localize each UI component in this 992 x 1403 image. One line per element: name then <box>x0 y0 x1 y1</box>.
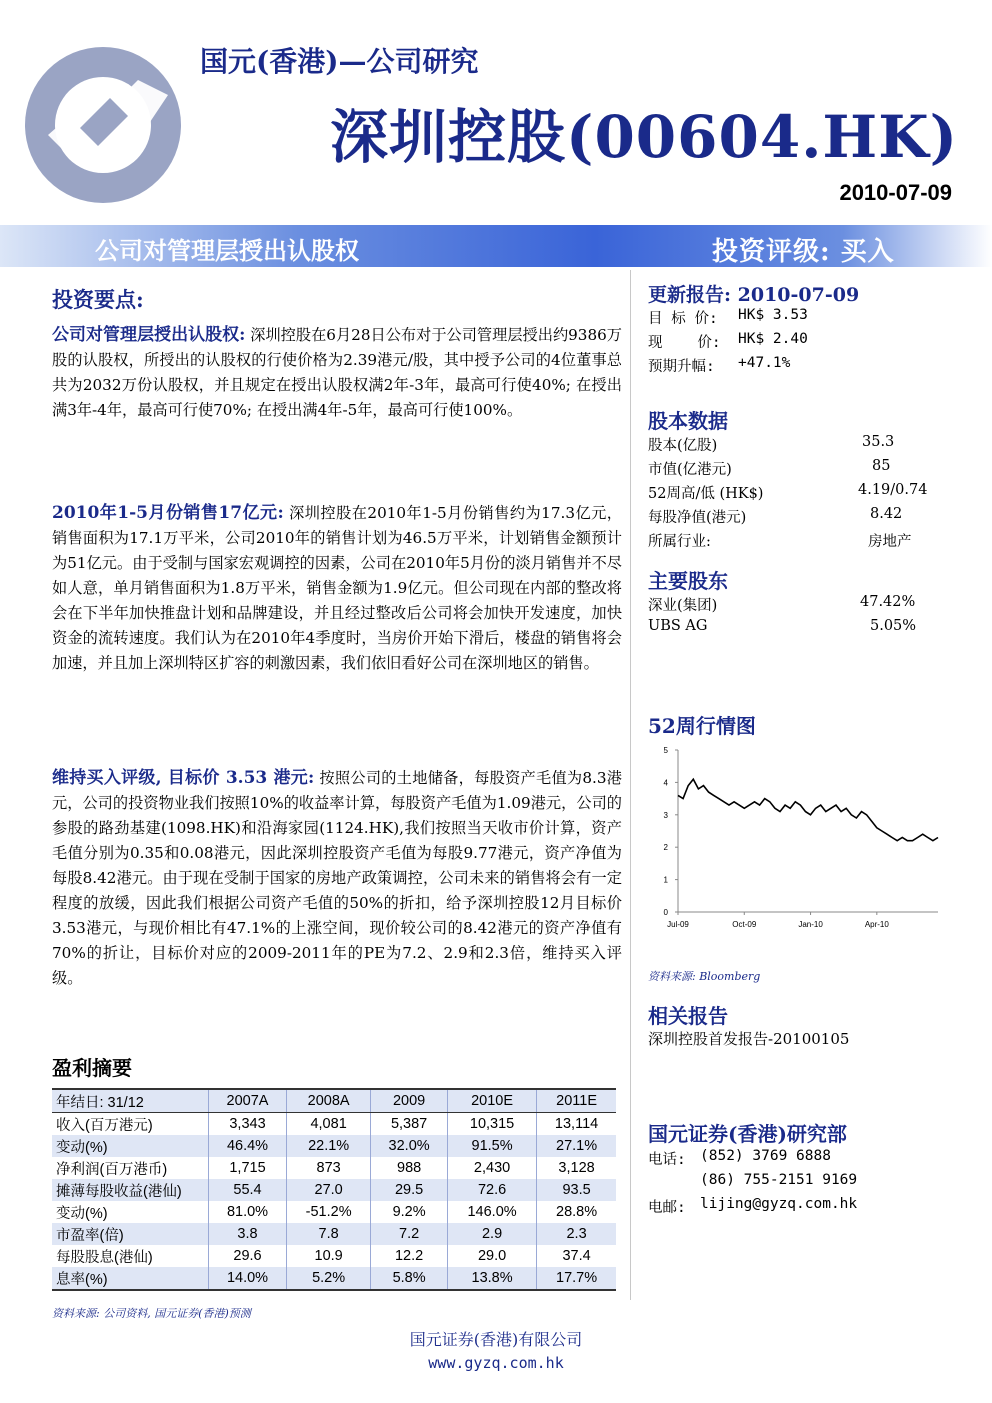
upside-value: +47.1% <box>738 355 791 371</box>
value-cell: 146.0% <box>448 1201 537 1223</box>
upside-label: 预期升幅: <box>648 359 715 375</box>
column-divider <box>630 270 631 1300</box>
value-cell: 2,430 <box>448 1157 537 1179</box>
value-cell: 17.7% <box>537 1267 616 1289</box>
x-tick-label: Oct-09 <box>732 920 757 929</box>
row-label-cell: 息率(%) <box>52 1267 209 1289</box>
row-label-cell: 净利润(百万港币) <box>52 1157 209 1179</box>
value-cell: 7.2 <box>371 1223 448 1245</box>
value-cell: 7.8 <box>287 1223 371 1245</box>
table-row <box>52 1267 616 1289</box>
table-header-cell: 2009 <box>371 1090 448 1113</box>
shareholder-name: UBS AG <box>648 618 708 634</box>
table-row <box>52 1179 616 1201</box>
related-report-item: 深圳控股首发报告-20100105 <box>648 1030 850 1048</box>
table-row <box>52 1135 616 1157</box>
share-data-title: 股本数据 <box>648 409 728 433</box>
paragraph-options-heading: 公司对管理层授出认股权: <box>52 325 246 345</box>
value-cell: 10,315 <box>448 1113 537 1136</box>
shareholder-name: 深业(集团) <box>648 598 718 614</box>
share-data-value: 4.19/0.74 <box>858 482 928 498</box>
x-tick-label: Jan-10 <box>798 920 823 929</box>
row-label-cell: 摊薄每股收益(港仙) <box>52 1179 209 1201</box>
investment-rating: 投资评级: 买入 <box>712 237 895 267</box>
related-reports-title: 相关报告 <box>648 1004 728 1028</box>
y-tick-label: 0 <box>663 908 668 917</box>
table-header-cell: 2011E <box>537 1090 616 1113</box>
paragraph-rating-heading: 维持买入评级, 目标价 3.53 港元: <box>52 768 315 788</box>
value-cell: 2.3 <box>537 1223 616 1245</box>
value-cell: 2.9 <box>448 1223 537 1245</box>
value-cell: 3,343 <box>209 1113 287 1136</box>
value-cell: 14.0% <box>209 1267 287 1289</box>
share-data-key: 市值(亿港元) <box>648 462 732 478</box>
target-price-label: 目 标 价: <box>648 311 718 327</box>
share-data-value: 房地产 <box>868 534 912 550</box>
value-cell: 5,387 <box>371 1113 448 1136</box>
table-header-cell: 2007A <box>209 1090 287 1113</box>
value-cell: 91.5% <box>448 1135 537 1157</box>
value-cell: -51.2% <box>287 1201 371 1223</box>
chart-title: 52周行情图 <box>648 714 756 738</box>
paragraph-options-body: 深圳控股在6月28日公布对于公司管理层授出约9386万股的认股权，所授出的认股权的行使价格为2.39港元/股，其中授予公司的4位董事总共为2032万份认股权，并且规定在授出认股权满2年-3年，最高可行使40%; 在授出满3年-4年，最高可行使70%; 在授出满4年-5年，最高可行使100%。 <box>52 326 622 419</box>
value-cell: 12.2 <box>371 1245 448 1267</box>
value-cell: 29.6 <box>209 1245 287 1267</box>
x-tick-label: Jul-09 <box>667 920 689 929</box>
value-cell: 4,081 <box>287 1113 371 1136</box>
target-price-value: HK$ 3.53 <box>738 307 808 323</box>
row-label-cell: 每股股息(港仙) <box>52 1245 209 1267</box>
current-price-value: HK$ 2.40 <box>738 331 808 347</box>
email-address: lijing@gyzq.com.hk <box>700 1196 858 1212</box>
value-cell: 81.0% <box>209 1201 287 1223</box>
value-cell: 27.1% <box>537 1135 616 1157</box>
x-tick-label: Apr-10 <box>864 920 889 929</box>
update-report-title: 更新报告: 2010-07-09 <box>648 284 860 306</box>
value-cell: 1,715 <box>209 1157 287 1179</box>
footer-company: 国元证券(香港)有限公司 <box>409 1330 583 1349</box>
profit-summary-title: 盈利摘要 <box>52 1056 132 1080</box>
share-data-value: 8.42 <box>870 506 903 522</box>
paragraph-sales <box>52 501 622 676</box>
phone-label: 电话: <box>648 1152 686 1168</box>
paragraph-sales-heading: 2010年1-5月份销售17亿元: <box>52 503 284 523</box>
email-label: 电邮: <box>648 1200 686 1216</box>
value-cell: 55.4 <box>209 1179 287 1201</box>
share-data-value: 35.3 <box>862 434 895 450</box>
table-header-cell: 2008A <box>287 1090 371 1113</box>
row-label-cell: 变动(%) <box>52 1135 209 1157</box>
report-title: 深圳控股(00604.HK) <box>330 103 959 171</box>
profit-table-wrap <box>52 1088 616 1291</box>
report-date: 2010-07-09 <box>839 180 952 205</box>
paragraph-rating-body: 按照公司的土地储备，每股资产毛值为8.3港元，公司的投资物业我们按照10%的收益率计算，每股资产毛值为1.09港元，公司的参股的路劲基建(1098.HK)和沿海家园(1124.HK),我们按照当天收市价计算，资产毛值分别为0.35和0.08港元，因此深圳控股资产毛值为每股9.77港元，资产净值为每股8.42港元。由于现在受制于国家的房地产政策调控，公司未来的销售将会有一定程度的放缓，因此我们根据公司资产毛值的50%的折扣，给予深圳控股12月目标价3.53港元，与现价相比有47.1%的上涨空间，现价较公司的8.42港元的资产净值有70%的折让，目标价对应的2009-2011年的PE为7.2、2.9和2.3倍，维持买入评级。 <box>52 769 622 987</box>
share-data-key: 52周高/低 (HK$) <box>648 486 764 502</box>
company-logo <box>18 40 188 210</box>
row-label-cell: 市盈率(倍) <box>52 1223 209 1245</box>
value-cell: 29.5 <box>371 1179 448 1201</box>
current-price-label: 现 价: <box>648 335 721 351</box>
shareholder-stake: 47.42% <box>860 594 916 610</box>
y-tick-label: 5 <box>663 746 668 755</box>
paragraph-options <box>52 323 622 423</box>
value-cell: 32.0% <box>371 1135 448 1157</box>
value-cell: 5.2% <box>287 1267 371 1289</box>
table-row <box>52 1201 616 1223</box>
table-header-cell: 2010E <box>448 1090 537 1113</box>
value-cell: 3.8 <box>209 1223 287 1245</box>
value-cell: 9.2% <box>371 1201 448 1223</box>
paragraph-sales-body: 深圳控股在2010年1-5月份销售约为17.3亿元，销售面积为17.1万平米，公司2010年的销售计划为46.5万平米，计划销售金额预计为51亿元。由于受制与国家宏观调控的因素，公司在2010年5月份的淡月销售并不尽如人意，单月销售面积为1.8万平米，销售金额为1.9亿元。但公司现在内部的整改将会在下半年加快推盘计划和品牌建设，并且经过整改后公司将会加快开发速度，加快资金的流转速度。我们认为在2010年4季度时，当房价开始下滑后，楼盘的销售将会加速，并且加上深圳特区扩容的刺激因素，我们依旧看好公司在深圳地区的销售。 <box>52 504 622 672</box>
value-cell: 13,114 <box>554 1116 599 1132</box>
phone-number-hk: (852) 3769 6888 <box>700 1148 831 1164</box>
value-cell: 3,128 <box>558 1160 595 1176</box>
value-cell: 27.0 <box>287 1179 371 1201</box>
table-row <box>52 1113 616 1136</box>
value-cell: 13.8% <box>448 1267 537 1289</box>
table-source-note: 资料来源: 公司资料, 国元证券(香港)预测 <box>52 1307 251 1320</box>
share-data-key: 每股净值(港元) <box>648 510 747 526</box>
share-data-key: 所属行业: <box>648 534 711 550</box>
shareholder-stake: 5.05% <box>870 618 917 634</box>
footer-url[interactable]: www.gyzq.com.hk <box>428 1354 564 1372</box>
share-data-value: 85 <box>872 458 891 474</box>
paragraph-rating <box>52 766 622 991</box>
key-points-title: 投资要点: <box>52 287 144 312</box>
value-cell: 22.1% <box>287 1135 371 1157</box>
table-row <box>52 1157 616 1179</box>
chart-source-note: 资料来源: Bloomberg <box>648 970 761 983</box>
value-cell: 873 <box>287 1157 371 1179</box>
phone-number-cn: (86) 755-2151 9169 <box>700 1172 858 1188</box>
profit-table <box>52 1090 616 1289</box>
value-cell: 72.6 <box>448 1179 537 1201</box>
value-cell: 29.0 <box>448 1245 537 1267</box>
banner-topic: 公司对管理层授出认股权 <box>95 236 359 265</box>
y-tick-label: 2 <box>663 843 668 853</box>
value-cell: 37.4 <box>562 1248 591 1264</box>
table-header-cell: 年结日: 31/12 <box>52 1090 209 1113</box>
y-tick-label: 4 <box>663 778 668 788</box>
value-cell: 93.5 <box>537 1179 616 1201</box>
row-label-cell: 收入(百万港元) <box>52 1113 209 1136</box>
value-cell: 988 <box>371 1157 448 1179</box>
table-header-row <box>52 1090 616 1113</box>
y-tick-label: 1 <box>663 875 668 885</box>
header-subtitle: 国元(香港)—公司研究 <box>200 45 479 78</box>
value-cell: 46.4% <box>209 1135 287 1157</box>
row-label-cell: 变动(%) <box>52 1201 209 1223</box>
y-tick-label: 3 <box>663 810 668 820</box>
share-data-key: 股本(亿股) <box>648 438 718 454</box>
table-row <box>52 1245 616 1267</box>
major-shareholders-title: 主要股东 <box>648 569 728 593</box>
value-cell: 28.8% <box>556 1204 598 1220</box>
price-chart <box>648 740 948 940</box>
value-cell: 10.9 <box>287 1245 371 1267</box>
price-series-line <box>678 779 938 841</box>
research-dept-title: 国元证券(香港)研究部 <box>648 1122 847 1146</box>
table-row <box>52 1223 616 1245</box>
value-cell: 5.8% <box>371 1267 448 1289</box>
